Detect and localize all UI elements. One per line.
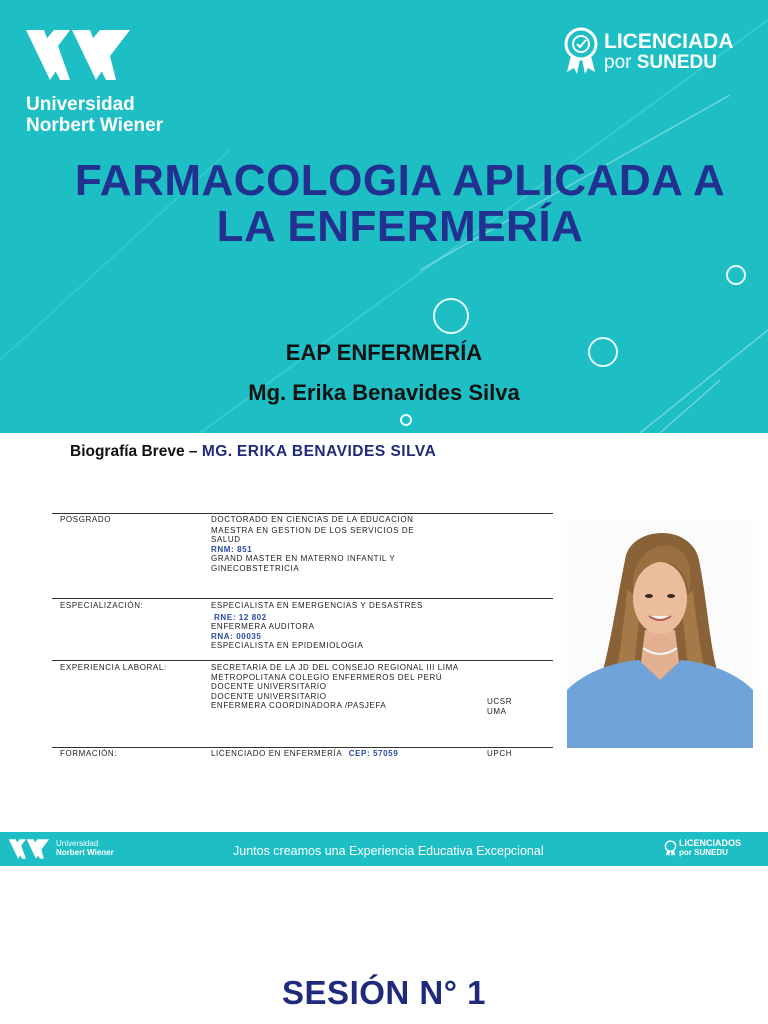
row-label-especializacion: ESPECIALIZACIÓN: [60, 601, 144, 610]
row-label-formacion: FORMACIÓN: [60, 749, 118, 758]
biography-label: Biografía Breve [70, 443, 185, 460]
detail-line: DOCENTE UNIVERSITARIO [211, 691, 327, 701]
university-logo-icon [24, 26, 132, 84]
table-divider [52, 513, 553, 514]
footer-university [56, 839, 114, 857]
university-name-line1: Universidad [26, 94, 135, 115]
row-label-experiencia: EXPERIENCIA LABORAL: [60, 663, 167, 672]
university-name-line2: Norbert Wiener [26, 115, 164, 136]
program-name: EAP ENFERMERÍA [285, 340, 483, 365]
footer-license-seal-icon [664, 840, 677, 857]
footer-license [679, 839, 741, 857]
biography-dash: – [188, 443, 198, 460]
license-por: por [604, 52, 632, 73]
detail-line: GRAND MASTER EN MATERNO INFANTIL Y [211, 554, 396, 563]
detail-line: SALUD [211, 535, 241, 544]
row-detail-especializacion [211, 601, 423, 651]
title-slide [0, 0, 768, 433]
detail-code: RNM: 851 [211, 544, 253, 554]
row-detail-formacion [211, 749, 398, 759]
biography-degree: MG. [201, 443, 233, 460]
row-institution-formacion: UPCH [487, 749, 513, 758]
session-title: SESIÓN N° 1 [282, 974, 486, 1011]
portrait-photo [567, 520, 753, 748]
institution: UCSR [487, 697, 513, 706]
license-seal-icon [562, 26, 600, 76]
detail-line: SECRETARIA DE LA JD DEL CONSEJO REGIONAL III LIMA [211, 663, 459, 672]
biography-slide [0, 433, 768, 866]
detail-line: ENFERMERA AUDITORA [211, 622, 315, 631]
course-title-line2: LA ENFERMERÍA [216, 202, 584, 251]
footer-license-line1: LICENCIADOS [679, 838, 742, 848]
row-label-posgrado: POSGRADO [60, 515, 112, 524]
biography-name: ERIKA BENAVIDES SILVA [236, 443, 437, 460]
detail-code: RNA: 00035 [211, 631, 262, 641]
license-line2 [604, 52, 717, 74]
footer-university-line2: Norbert Wiener [56, 848, 114, 857]
license-sunedu: SUNEDU [636, 52, 717, 73]
detail-code: RNE: 12 802 [214, 612, 267, 622]
detail-line: GINECOBSTETRICIA [211, 563, 300, 573]
course-title-line1: FARMACOLOGIA APLICADA A [74, 156, 726, 205]
detail-line: DOCENTE UNIVERSITARIO [211, 682, 327, 691]
footer-university-logo-icon [8, 837, 50, 861]
footer-license-line2: por SUNEDU [679, 848, 728, 857]
detail-line: MAESTRA EN GESTION DE LOS SERVICIOS DE [211, 525, 415, 535]
teacher-name: Mg. Erika Benavides Silva [248, 380, 520, 405]
license-line1: LICENCIADA [604, 30, 734, 53]
detail-line: DOCTORADO EN CIENCIAS DE LA EDUCACION [211, 515, 414, 524]
table-divider [52, 747, 553, 748]
detail-line: ESPECIALISTA EN EMERGENCIAS Y DESASTRES [211, 601, 423, 610]
detail-line: ESPECIALISTA EN EPIDEMIOLOGIA [211, 641, 364, 650]
table-divider [52, 598, 553, 599]
footer-bar [0, 832, 768, 866]
row-detail-experiencia [211, 663, 459, 711]
detail-line: LICENCIADO EN ENFERMERÍA [211, 749, 342, 758]
biography-title [70, 443, 436, 461]
institution: UMA [487, 706, 507, 716]
detail-line: ENFERMERA COORDINADORA /PASJEFA [211, 701, 387, 710]
footer-university-line1: Universidad [56, 839, 99, 848]
course-title [40, 158, 760, 250]
row-institutions-experiencia [487, 697, 512, 716]
detail-code: CEP: 57059 [348, 749, 399, 758]
footer-slogan: Juntos creamos una Experiencia Educativa Excepcional [233, 844, 544, 858]
row-detail-posgrado [211, 515, 414, 573]
detail-line: METROPOLITANA COLEGIO ENFERMEROS DEL PERÚ [211, 672, 443, 682]
session-slide [0, 866, 768, 1024]
table-divider [52, 660, 553, 661]
